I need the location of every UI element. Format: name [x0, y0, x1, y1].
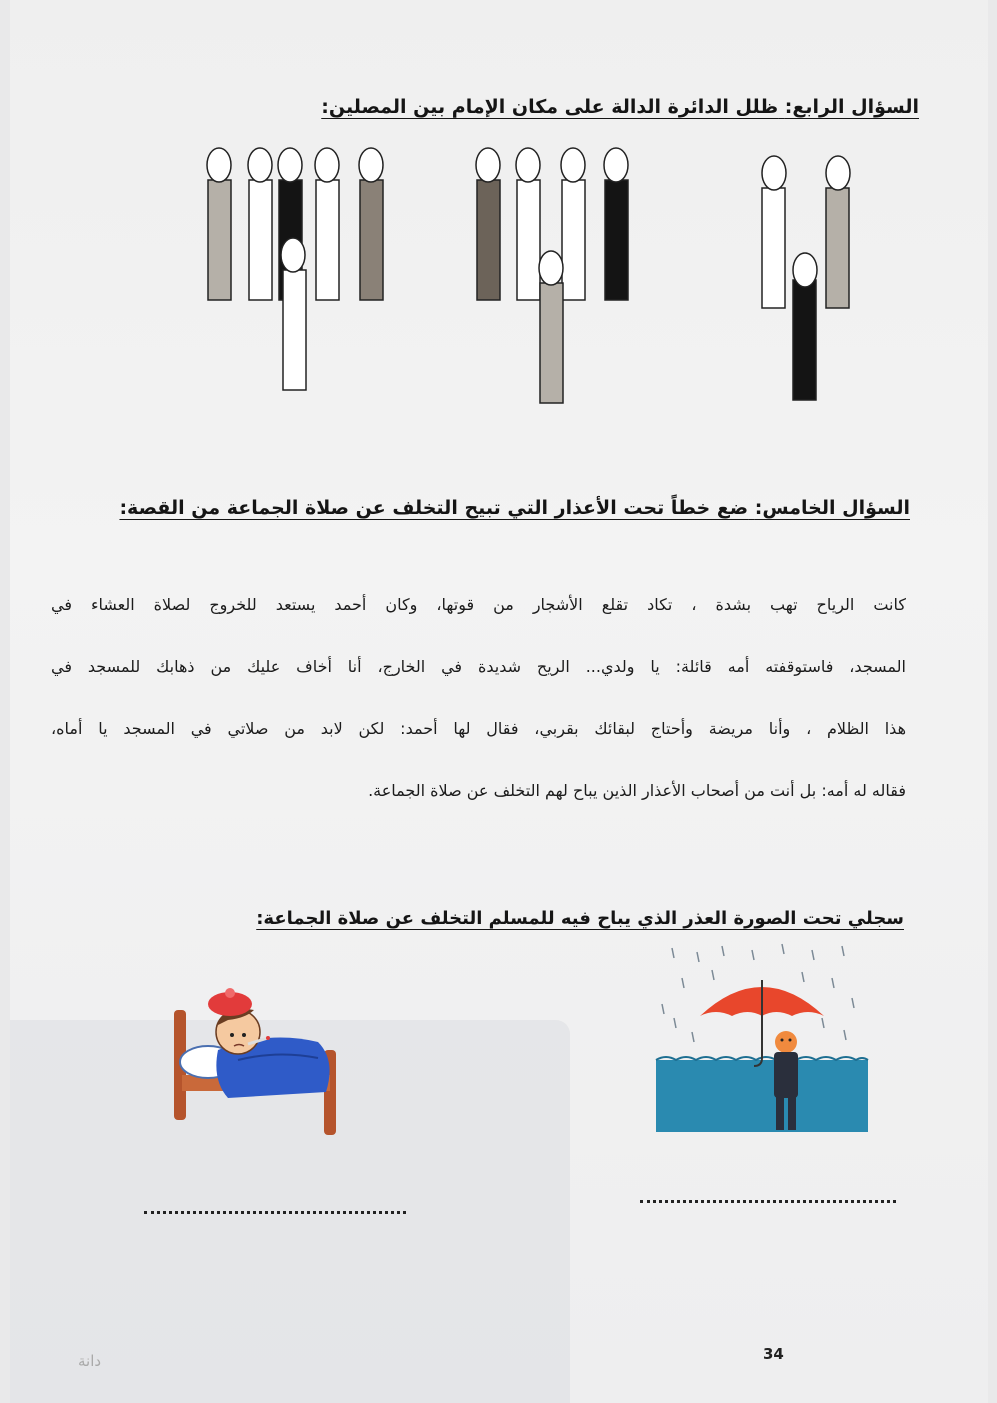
question-4-text: ظلل الدائرة الدالة على مكان الإمام بين المصلين:: [321, 96, 779, 118]
prayer-group-3: [762, 156, 850, 400]
answer-line-right[interactable]: [640, 1194, 896, 1203]
worshipper-head[interactable]: [476, 148, 500, 182]
answer-line-left[interactable]: [144, 1205, 406, 1214]
rain-umbrella-illustration: [652, 938, 872, 1138]
worshipper-head[interactable]: [315, 148, 339, 182]
worshipper-body: [562, 180, 585, 300]
worshipper-head[interactable]: [207, 148, 231, 182]
imam-head[interactable]: [793, 253, 817, 287]
question-6-text: سجلي تحت الصورة العذر الذي يباح فيه للمسلم التخلف عن صلاة الجماعة:: [256, 908, 904, 929]
imam-head[interactable]: [281, 238, 305, 272]
imam-head[interactable]: [539, 251, 563, 285]
imam-body: [793, 280, 816, 400]
sick-child-illustration: [168, 980, 348, 1140]
question-5-label: السؤال الخامس:: [754, 497, 910, 519]
worshipper-body: [762, 188, 785, 308]
prayer-rows-figure: [0, 0, 997, 420]
prayer-group-2: [476, 148, 628, 403]
watermark: دانة: [78, 1352, 102, 1370]
worshipper-body: [208, 180, 231, 300]
story-line-4[interactable]: فقاله له أمه: بل أنت من أصحاب الأعذار الذين يباح لهم التخلف عن صلاة الجماعة.: [368, 781, 906, 800]
worshipper-head[interactable]: [248, 148, 272, 182]
imam-body: [283, 270, 306, 390]
worshipper-head[interactable]: [604, 148, 628, 182]
worshipper-body: [360, 180, 383, 300]
question-5-text: ضع خطاً تحت الأعذار التي تبيح التخلف عن صلاة الجماعة من القصة:: [119, 497, 749, 519]
worshipper-body: [517, 180, 540, 300]
question-4-label: السؤال الرابع:: [784, 96, 919, 118]
worshipper-body: [316, 180, 339, 300]
story-paragraph: [51, 590, 906, 838]
story-line-1[interactable]: كانت الرياح تهب بشدة ، تكاد تقلع الأشجار من قوتها، وكان أحمد يستعد للخروج لصلاة العشاء في: [51, 595, 906, 614]
worshipper-head[interactable]: [278, 148, 302, 182]
worshipper-body: [249, 180, 272, 300]
question-6-heading: [256, 908, 904, 929]
story-line-2[interactable]: المسجد، فاستوقفته أمه قائلة: يا ولدي... الريح شديدة في الخارج، أنا أخاف عليك من ذهابك للمسجد في: [51, 657, 906, 676]
question-5-heading: [119, 497, 910, 519]
worshipper-head[interactable]: [762, 156, 786, 190]
worshipper-head[interactable]: [826, 156, 850, 190]
worshipper-body: [826, 188, 849, 308]
worshipper-head[interactable]: [516, 148, 540, 182]
worshipper-head[interactable]: [359, 148, 383, 182]
prayer-group-1: [207, 148, 383, 390]
imam-body: [540, 283, 563, 403]
worshipper-head[interactable]: [561, 148, 585, 182]
story-line-3[interactable]: هذا الظلام ، وأنا مريضة وأحتاج لبقائك بقربي، فقال لها أحمد: لكن لابد من صلاتي في المسجد يا أماه،: [51, 719, 906, 738]
page-number: 34: [763, 1345, 784, 1363]
worshipper-body: [605, 180, 628, 300]
flood-water: [656, 1060, 868, 1132]
worshipper-body: [477, 180, 500, 300]
